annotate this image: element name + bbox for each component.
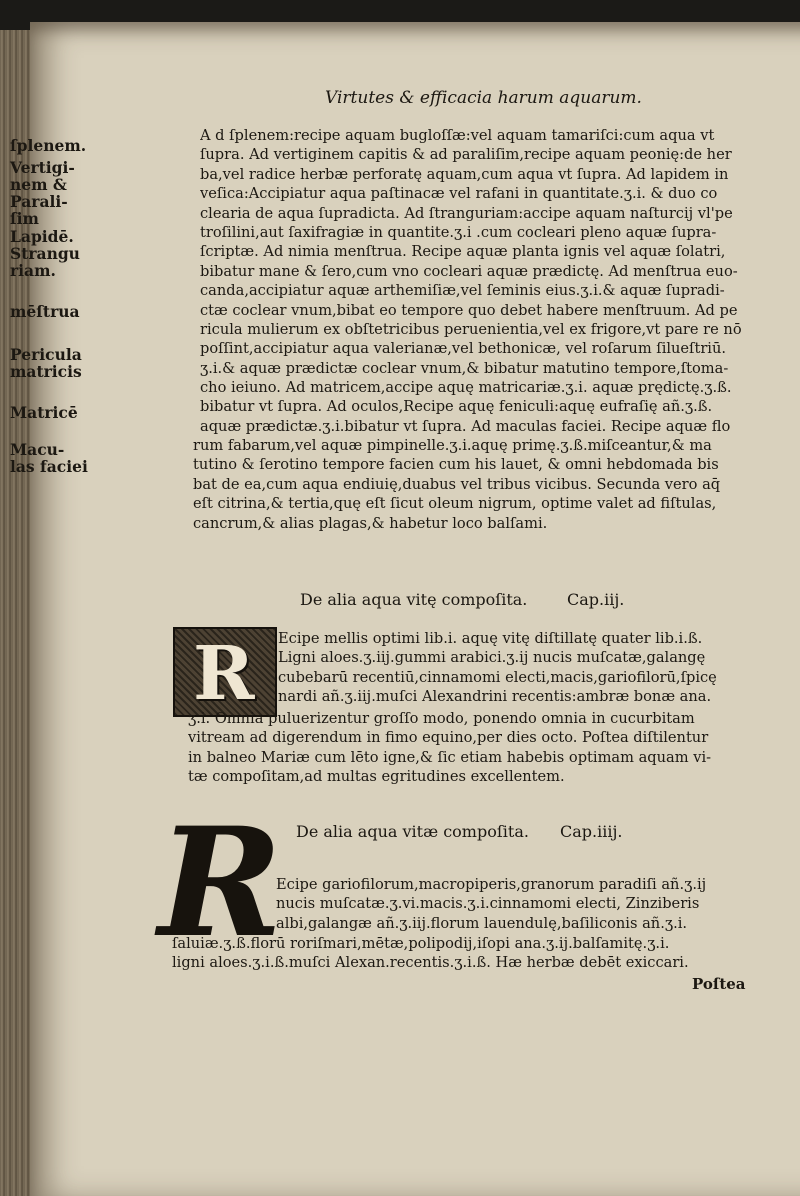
text-line: ctæ coclear vnum,bibat eo tempore quo debet habere menſtruum. Ad pe — [200, 301, 738, 319]
section3-indented-body — [276, 875, 768, 933]
section3-heading: De alia aqua vitæ compoſita. — [296, 822, 529, 841]
text-line: cho ieiuno. Ad matricem,accipe aquę matricariæ.ʒ.i. aquæ prędictę.ʒ.ß. — [200, 379, 732, 397]
text-line: vitream ad digerendum in fimo equino,per dies octo. Poſtea diſtilentur — [188, 729, 709, 747]
text-line: tæ compoſitam,ad multas egritudines excellentem. — [188, 768, 565, 786]
text-line: veſica:Accipiatur aqua paſtinacæ vel rafani in quantitate.ʒ.i. & duo co — [200, 185, 718, 203]
text-line: albi,galangæ añ.ʒ.iij.florum lauendulę,baſiliconis añ.ʒ.i. — [276, 914, 688, 932]
text-line: Ecipe gariofilorum,macropiperis,granorum paradiſi añ.ʒ.ij — [276, 876, 707, 893]
margin-note-splenem: ſplenem. — [10, 136, 87, 155]
text-line: clearia de aqua ſupradicta. Ad ſtranguriam:accipe aquam naſturcij vl'pe — [200, 204, 733, 222]
text-line: aquæ prædictæ.ʒ.i.bibatur vt ſupra. Ad maculas faciei. Recipe aquæ flo — [200, 417, 731, 435]
text-line: ʒ.i.& aquæ prædictæ coclear vnum,& bibatur matutino tempore,ſtoma- — [200, 359, 729, 377]
text-line: nardi añ.ʒ.iij.muſci Alexandrini recentis:ambræ bonæ ana. — [278, 688, 712, 706]
section1-body-continued — [193, 436, 768, 533]
text-line: bibatur vt ſupra. Ad oculos,Recipe aquę feniculi:aquę eufraſię añ.ʒ.ß. — [200, 398, 713, 416]
text-line: ligni aloes.ʒ.i.ß.muſci Alexan.recentis.ʒ.i.ß. Hæ herbæ debēt exiccari. — [172, 954, 689, 972]
text-line: troſilini,aut ſaxifragiæ in quantite.ʒ.i .cum cocleari pleno aquæ ſupra- — [200, 223, 717, 241]
section1-body — [200, 126, 768, 436]
running-header: Virtutes & efficacia harum aquarum. — [325, 88, 642, 108]
text-line: in balneo Mariæ cum lēto igne,& ſic etiam habebis optimam aquam vi- — [188, 748, 712, 766]
text-line: ba,vel radice herbæ perforatę aquam,cum aqua vt ſupra. Ad lapidem in — [200, 165, 729, 183]
section2-heading: De alia aqua vitę compoſita. — [300, 590, 528, 609]
text-line: cancrum,& alias plagas,& habetur loco balſami. — [193, 514, 548, 532]
margin-note-menstrua: mēſtrua — [10, 302, 80, 321]
section3-body — [172, 934, 768, 973]
text-line: bibatur mane & ſero,cum vno cocleari aquæ prædictę. Ad menſtrua euo- — [200, 262, 738, 280]
section2-body — [188, 709, 768, 787]
text-line: rum fabarum,vel aquæ pimpinelle.ʒ.i.aquę primę.ʒ.ß.miſceantur,& ma — [193, 437, 712, 454]
text-line: Ligni aloes.ʒ.iij.gummi arabici.ʒ.ij nucis muſcatæ,galangę — [278, 649, 706, 667]
text-line: A d ſplenem:recipe aquam bugloſſæ:vel aquam tamariſci:cum aqua vt — [200, 127, 715, 144]
text-line: ſcriptæ. Ad nimia menſtrua. Recipe aquæ planta ignis vel aquæ ſolatri, — [200, 243, 726, 261]
section3-chapter: Cap.iiij. — [560, 822, 623, 841]
text-line: ſupra. Ad vertiginem capitis & ad paraliſim,recipe aquam peonię:de her — [200, 146, 732, 164]
section2-chapter: Cap.iij. — [567, 590, 625, 609]
margin-note-vertiginem: Vertigi- nem & Parali- ſim — [10, 158, 75, 228]
large-initial: R — [158, 795, 283, 971]
text-line: Ecipe mellis optimi lib.i. aquę vitę diſtillatę quater lib.i.ß. — [278, 630, 703, 647]
text-line: eſt citrina,& tertia,quę eſt ſicut oleum nigrum, optime valet ad fiſtulas, — [193, 495, 717, 513]
catchword: Poſtea — [692, 975, 746, 993]
text-line: cubebarū recentiū,cinnamomi electi,macis,gariofilorū,ſpicę — [278, 668, 717, 686]
decorated-initial — [173, 627, 277, 717]
margin-note-pericula: Pericula matricis — [10, 345, 82, 381]
margin-note-matricem: Matricē — [10, 403, 78, 422]
text-line: nucis muſcatæ.ʒ.vi.macis.ʒ.i.cinnamomi electi, Zinziberis — [276, 895, 700, 913]
initial-letter: R — [193, 631, 255, 717]
text-line: canda,accipiatur aquæ arthemiſiæ,vel ſeminis eius.ʒ.i.& aquæ ſupradi- — [200, 282, 725, 300]
text-line: tutino & ſerotino tempore facien cum his lauet, & omni hebdomada bis — [193, 456, 719, 474]
section2-indented-body — [278, 629, 768, 707]
text-line: poſſint,accipiatur aqua valerianæ,vel bethonicæ, vel roſarum ſilueſtriū. — [200, 340, 727, 358]
text-line: ʒ.i. Omnia puluerizentur groſſo modo, ponendo omnia in cucurbitam — [188, 710, 695, 727]
text-line: bat de ea,cum aqua endiuię,duabus vel tribus vicibus. Secunda vero aq̄ — [193, 475, 721, 493]
margin-note-maculas: Macu- las faciei — [10, 440, 88, 476]
text-line: ricula mulierum ex obſtetricibus peruenientia,vel ex frigore,vt pare re nō — [200, 320, 742, 338]
text-line: ſaluiæ.ʒ.ß.florū roriſmari,mētæ,polipodij,iſopi ana.ʒ.ij.balſamitę.ʒ.i. — [172, 935, 670, 952]
margin-note-lapidem: Lapidē. Strangu riam. — [10, 227, 80, 280]
